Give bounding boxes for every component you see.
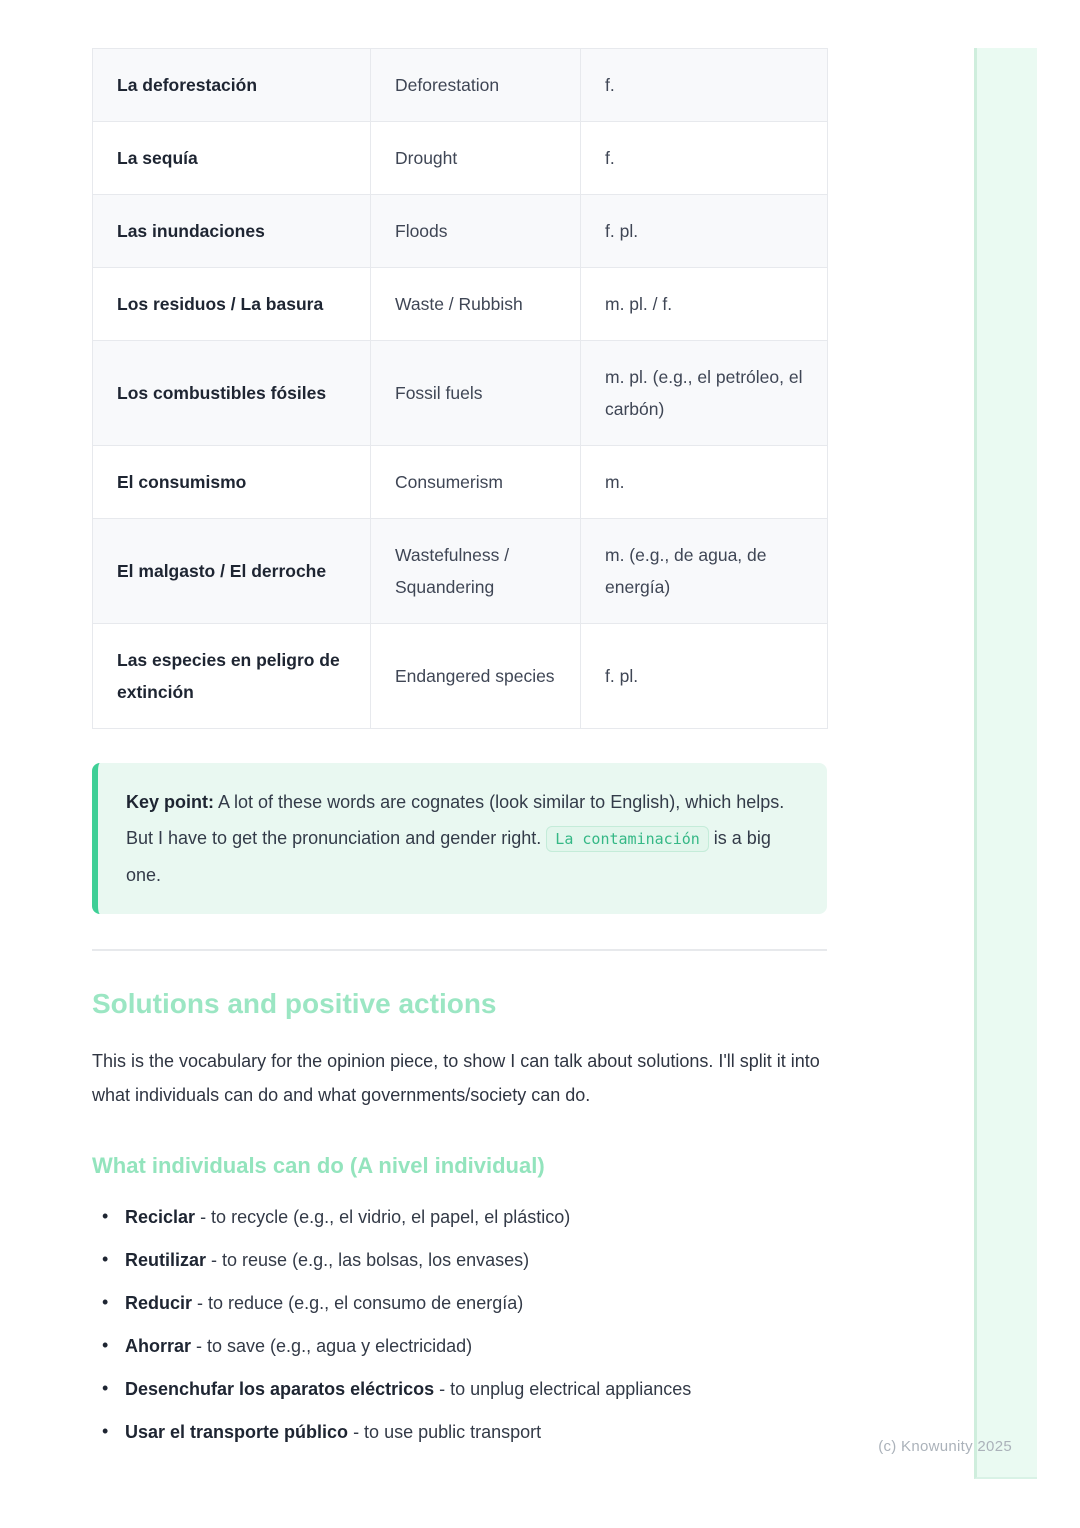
copyright-watermark: (c) Knowunity 2025 [878,1438,1012,1455]
action-term: Reutilizar [125,1250,207,1270]
vocab-translation: Wastefulness / Squandering [371,519,581,624]
vocab-translation: Endangered species [371,624,581,729]
action-term: Ahorrar [125,1336,192,1356]
table-row [93,519,828,624]
bullet-icon: • [102,1292,109,1312]
vocab-translation: Consumerism [371,446,581,519]
key-point-callout [92,763,827,914]
list-item [92,1288,827,1318]
vocab-gender: m. pl. / f. [581,268,828,341]
action-desc: - to use public transport [348,1422,542,1442]
vocab-term: Las especies en peligro de extinción [93,624,371,729]
vocab-term: Las inundaciones [93,195,371,268]
action-desc: - to reuse (e.g., las bolsas, los envases) [206,1250,530,1270]
vocab-term: La deforestación [93,49,371,122]
list-item [92,1417,827,1447]
list-item [92,1331,827,1361]
vocab-term: La sequía [93,122,371,195]
vocab-gender: f. pl. [581,624,828,729]
vocab-translation: Deforestation [371,49,581,122]
vocab-gender: f. pl. [581,195,828,268]
action-desc: - to reduce (e.g., el consumo de energía) [192,1293,524,1313]
vocab-translation: Fossil fuels [371,341,581,446]
vocab-gender: m. pl. (e.g., el petróleo, el carbón) [581,341,828,446]
vocab-term: El malgasto / El derroche [93,519,371,624]
table-row [93,49,828,122]
action-desc: - to unplug electrical appliances [434,1379,692,1399]
bullet-icon: • [102,1421,109,1441]
vocab-term: Los residuos / La basura [93,268,371,341]
page-side-strip [974,48,1037,1479]
key-point-label: Key point: [126,792,214,812]
individual-actions-list [92,1202,827,1447]
table-row [93,122,828,195]
action-desc: - to recycle (e.g., el vidrio, el papel, el plástico) [195,1207,571,1227]
bullet-icon: • [102,1335,109,1355]
table-row [93,341,828,446]
subsection-heading-individuals: What individuals can do (A nivel individual) [92,1153,545,1178]
vocab-gender: f. [581,49,828,122]
inline-code-la-contaminacion: La contaminación [546,826,709,852]
vocab-translation: Drought [371,122,581,195]
table-row [93,195,828,268]
table-row [93,268,828,341]
vocab-term: Los combustibles fósiles [93,341,371,446]
action-term: Usar el transporte público [125,1422,349,1442]
vocab-translation: Floods [371,195,581,268]
vocab-gender: m. (e.g., de agua, de energía) [581,519,828,624]
list-item [92,1202,827,1232]
vocab-translation: Waste / Rubbish [371,268,581,341]
vocab-gender: f. [581,122,828,195]
list-item [92,1374,827,1404]
solutions-intro-paragraph: This is the vocabulary for the opinion piece, to show I can talk about solutions. I'll split it into what individuals can do and what governments/society can do. [92,1051,820,1105]
action-term: Desenchufar los aparatos eléctricos [125,1379,435,1399]
action-term: Reducir [125,1293,193,1313]
document-page [92,0,827,1447]
key-point-tail: is a big one. [126,828,771,885]
table-row [93,446,828,519]
section-heading-solutions: Solutions and positive actions [92,988,497,1019]
table-row [93,624,828,729]
vocab-gender: m. [581,446,828,519]
vocab-term: El consumismo [93,446,371,519]
bullet-icon: • [102,1206,109,1226]
list-item [92,1245,827,1275]
section-divider [92,949,827,951]
vocab-table [92,48,828,729]
bullet-icon: • [102,1378,109,1398]
action-desc: - to save (e.g., agua y electricidad) [191,1336,473,1356]
action-term: Reciclar [125,1207,196,1227]
bullet-icon: • [102,1249,109,1269]
key-point-text: A lot of these words are cognates (look similar to English), which helps. But I have to get the pronunciation and gender right. [126,792,785,848]
